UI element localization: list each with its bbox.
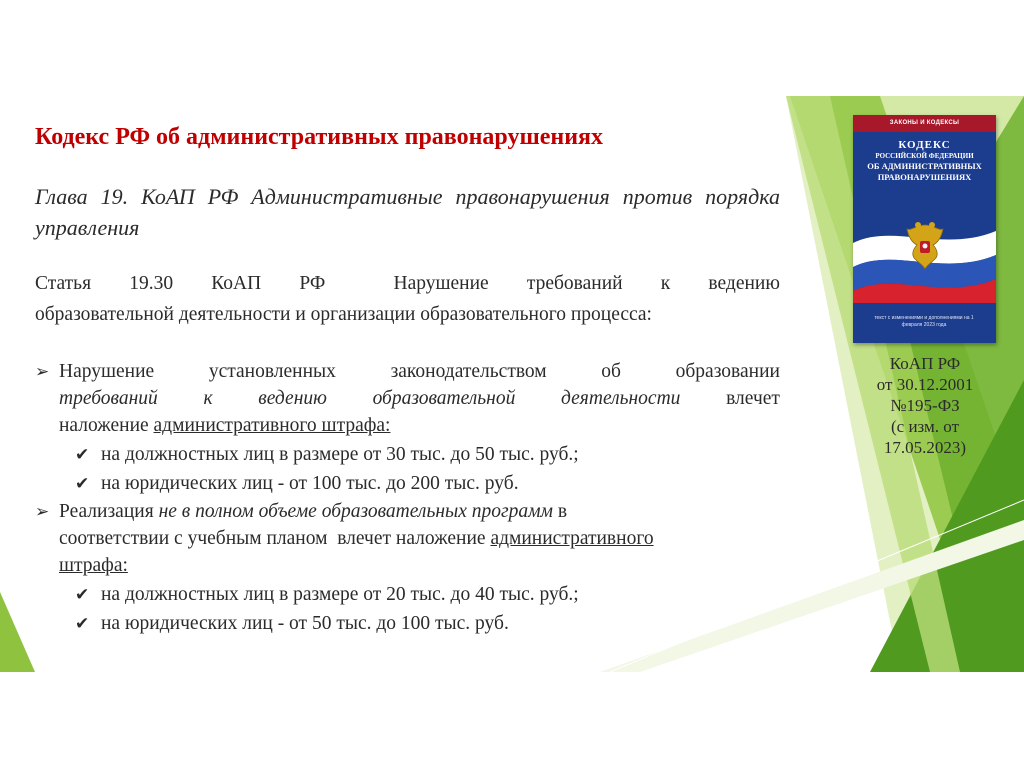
book-edition-note: текст с изменениями и дополнениями на 1 февраля 2023 года [874,315,974,328]
coat-of-arms-icon [903,219,947,271]
article-heading [35,268,780,330]
list-item [35,441,780,468]
article-line-2: образовательной деятельности и организации образовательного процесса: [35,304,652,325]
list-item [35,358,780,439]
point-italic-word: требований [59,388,158,409]
point-italic-word: образовательной [372,388,516,409]
penalty-officials: на должностных лиц в размере от 30 тыс. до 50 тыс. руб.; [101,444,579,465]
book-title-line: ОБ АДМИНИСТРАТИВНЫХ [867,161,982,171]
caption-line: 17.05.2023) [883,438,967,457]
point-italic-word: к [203,388,213,409]
book-title-line: КОДЕКС [898,139,951,151]
article-country: РФ [299,273,326,294]
article-label: Статья [35,273,92,294]
penalty-type: административного штрафа: [153,415,391,436]
point-italic-word: деятельности [561,388,681,409]
point-word: Нарушение [59,361,155,382]
caption-line: №195-ФЗ [890,396,960,415]
point-italic-phrase: не в полном объеме образовательных программ [158,501,553,522]
check-icon: ✔ [75,585,90,604]
article-word: Нарушение [393,273,489,294]
point-word: установленных [208,361,336,382]
point-word: законодательством [390,361,547,382]
book-cover-image [853,115,996,343]
caption-line: КоАП РФ [889,354,961,373]
book-caption [870,353,980,458]
point-word: Реализация [59,501,154,522]
point-word: об [601,361,621,382]
point-1-line-1 [59,358,780,385]
slide-title: Кодекс РФ об административных правонарушениях [35,124,604,150]
chapter-heading: Глава 19. КоАП РФ Административные правонарушения против порядка управления [35,184,780,240]
book-series: ЗАКОНЫ И КОДЕКСЫ [889,120,960,126]
check-icon: ✔ [75,474,90,493]
list-item [35,470,780,497]
article-line-1 [35,268,780,299]
point-1-line-2 [59,385,780,412]
penalty-officials: на должностных лиц в размере от 20 тыс. до 40 тыс. руб.; [101,584,579,605]
article-word: к [660,273,671,294]
penalty-type: штрафа: [59,555,128,576]
point-2-line-2 [59,525,780,552]
point-2-line-3 [59,552,780,579]
caption-line: от 30.12.2001 [876,375,974,394]
list-item [35,581,780,608]
article-word: требований [526,273,623,294]
book-series-band [853,115,996,132]
point-1-line-3 [59,412,780,439]
list-item [35,610,780,637]
check-icon: ✔ [75,614,90,633]
arrow-bullet-icon: ➢ [35,502,50,521]
point-italic-word: ведению [258,388,327,409]
check-icon: ✔ [75,445,90,464]
article-word: ведению [708,273,780,294]
list-item [35,498,780,579]
point-word: образовании [675,361,780,382]
arrow-bullet-icon: ➢ [35,362,50,381]
point-2-line-1 [59,498,780,525]
penalty-prefix: наложение [59,415,149,436]
penalty-legal-entities: на юридических лиц - от 50 тыс. до 100 тыс. руб. [101,613,509,634]
article-code: КоАП [211,273,262,294]
penalty-legal-entities: на юридических лиц - от 100 тыс. до 200 тыс. руб. [101,473,519,494]
point-word: в [557,501,568,522]
penalty-list [35,358,780,637]
article-number: 19.30 [129,273,174,294]
book-title-line: РОССИЙСКОЙ ФЕДЕРАЦИИ [875,152,974,160]
point-text: соответствии с учебным планом влечет наложение [59,528,486,549]
penalty-type: административного [490,528,654,549]
book-title [857,139,992,183]
caption-line: (с изм. от [891,417,959,436]
book-title-line: ПРАВОНАРУШЕНИЯХ [877,172,972,182]
point-word: влечет [726,388,780,409]
